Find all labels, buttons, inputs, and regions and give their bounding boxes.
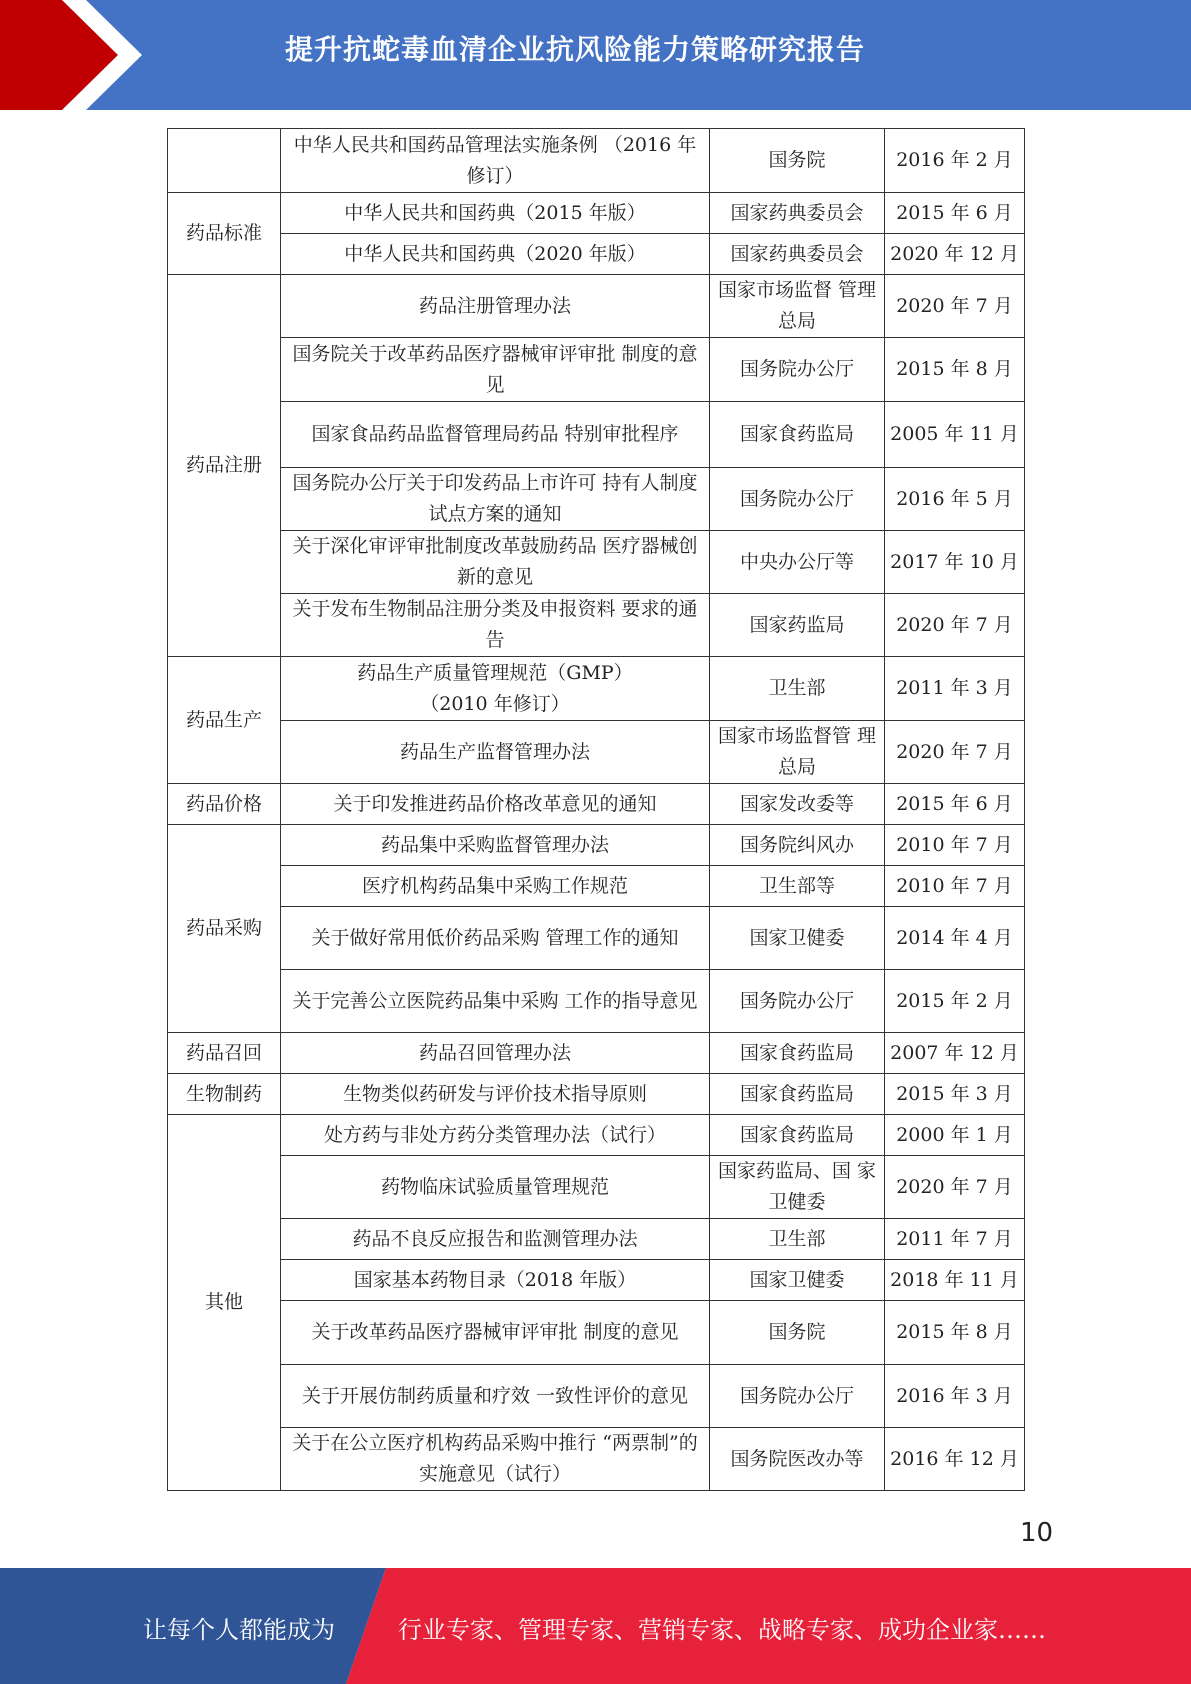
table-row xyxy=(168,234,1025,275)
regulation-name-line: （2010 年修订） xyxy=(420,692,570,715)
table-row xyxy=(168,275,1025,338)
footer-slogan-left: 让每个人都能成为 xyxy=(143,1616,335,1644)
date-cell: 2015 年 8 月 xyxy=(885,338,1025,402)
date-cell: 2020 年 12 月 xyxy=(885,234,1025,275)
regulation-name-cell: 药品召回管理办法 xyxy=(281,1033,710,1074)
category-cell: 药品标准 xyxy=(168,193,281,275)
date-cell: 2016 年 12 月 xyxy=(885,1428,1025,1491)
table-row xyxy=(168,784,1025,825)
regulation-name-cell: 处方药与非处方药分类管理办法（试行） xyxy=(281,1115,710,1156)
issuer-cell: 国家卫健委 xyxy=(710,1260,885,1301)
date-cell: 2015 年 8 月 xyxy=(885,1301,1025,1365)
date-cell: 2015 年 6 月 xyxy=(885,193,1025,234)
table-row xyxy=(168,338,1025,402)
table-row xyxy=(168,193,1025,234)
regulation-name-cell: 关于开展仿制药质量和疗效 一致性评价的意见 xyxy=(281,1365,710,1428)
date-cell: 2020 年 7 月 xyxy=(885,275,1025,338)
issuer-cell: 国家市场监督管 理总局 xyxy=(710,721,885,784)
issuer-cell: 国家药监局 xyxy=(710,594,885,657)
category-cell: 其他 xyxy=(168,1115,281,1491)
regulation-name-cell: 关于完善公立医院药品集中采购 工作的指导意见 xyxy=(281,970,710,1033)
category-cell: 药品注册 xyxy=(168,275,281,657)
regulation-name-cell: 中华人民共和国药典（2015 年版） xyxy=(281,193,710,234)
table-row xyxy=(168,866,1025,907)
issuer-cell: 卫生部 xyxy=(710,1219,885,1260)
table-row xyxy=(168,129,1025,193)
table-row xyxy=(168,1365,1025,1428)
issuer-cell: 国家药典委员会 xyxy=(710,193,885,234)
date-cell: 2014 年 4 月 xyxy=(885,907,1025,970)
regulation-name-cell: 药品不良反应报告和监测管理办法 xyxy=(281,1219,710,1260)
category-cell: 药品生产 xyxy=(168,657,281,784)
regulation-name-cell: 关于印发推进药品价格改革意见的通知 xyxy=(281,784,710,825)
table-row xyxy=(168,1428,1025,1491)
issuer-cell: 国务院纠风办 xyxy=(710,825,885,866)
regulation-name-cell: 关于发布生物制品注册分类及申报资料 要求的通告 xyxy=(281,594,710,657)
category-cell: 药品价格 xyxy=(168,784,281,825)
category-cell: 生物制药 xyxy=(168,1074,281,1115)
regulation-name-cell: 药物临床试验质量管理规范 xyxy=(281,1156,710,1219)
date-cell: 2011 年 3 月 xyxy=(885,657,1025,721)
category-cell: 药品采购 xyxy=(168,825,281,1033)
issuer-cell: 国务院办公厅 xyxy=(710,468,885,531)
issuer-cell: 国务院 xyxy=(710,129,885,193)
date-cell: 2020 年 7 月 xyxy=(885,1156,1025,1219)
table-row xyxy=(168,531,1025,594)
header-arrow-icon xyxy=(0,0,160,110)
report-title: 提升抗蛇毒血清企业抗风险能力策略研究报告 xyxy=(285,33,866,66)
table-row xyxy=(168,970,1025,1033)
regulation-name-cell: 国家基本药物目录（2018 年版） xyxy=(281,1260,710,1301)
issuer-cell: 国务院 xyxy=(710,1301,885,1365)
issuer-cell: 国务院办公厅 xyxy=(710,338,885,402)
issuer-cell: 国家食药监局 xyxy=(710,402,885,468)
regulation-name-cell: 中华人民共和国药品管理法实施条例 （2016 年修订） xyxy=(281,129,710,193)
issuer-cell: 国家食药监局 xyxy=(710,1074,885,1115)
date-cell: 2016 年 3 月 xyxy=(885,1365,1025,1428)
table-row xyxy=(168,594,1025,657)
regulation-name-cell: 关于在公立医疗机构药品采购中推行 “两票制”的实施意见（试行） xyxy=(281,1428,710,1491)
regulation-name-line: 药品生产质量管理规范（GMP） xyxy=(357,661,633,684)
issuer-cell: 国家卫健委 xyxy=(710,907,885,970)
table-row xyxy=(168,1260,1025,1301)
date-cell: 2011 年 7 月 xyxy=(885,1219,1025,1260)
issuer-cell: 卫生部 xyxy=(710,657,885,721)
date-cell: 2015 年 2 月 xyxy=(885,970,1025,1033)
issuer-cell: 国家食药监局 xyxy=(710,1033,885,1074)
table-row xyxy=(168,825,1025,866)
date-cell: 2016 年 2 月 xyxy=(885,129,1025,193)
table-row xyxy=(168,1156,1025,1219)
issuer-cell: 国家发改委等 xyxy=(710,784,885,825)
date-cell: 2017 年 10 月 xyxy=(885,531,1025,594)
regulation-name-cell: 国务院办公厅关于印发药品上市许可 持有人制度试点方案的通知 xyxy=(281,468,710,531)
table-row xyxy=(168,657,1025,721)
regulation-name-cell: 医疗机构药品集中采购工作规范 xyxy=(281,866,710,907)
date-cell: 2015 年 6 月 xyxy=(885,784,1025,825)
table-row xyxy=(168,1033,1025,1074)
regulation-name-cell: 关于深化审评审批制度改革鼓励药品 医疗器械创新的意见 xyxy=(281,531,710,594)
table-row xyxy=(168,1115,1025,1156)
date-cell: 2020 年 7 月 xyxy=(885,594,1025,657)
category-cell: 药品召回 xyxy=(168,1033,281,1074)
date-cell: 2005 年 11 月 xyxy=(885,402,1025,468)
table-row xyxy=(168,468,1025,531)
date-cell: 2007 年 12 月 xyxy=(885,1033,1025,1074)
regulation-name-cell: 关于做好常用低价药品采购 管理工作的通知 xyxy=(281,907,710,970)
issuer-cell: 国务院办公厅 xyxy=(710,970,885,1033)
regulation-name-cell: 国家食品药品监督管理局药品 特别审批程序 xyxy=(281,402,710,468)
table-row xyxy=(168,907,1025,970)
page-header xyxy=(0,0,1191,110)
footer-slogan-right: 行业专家、管理专家、营销专家、战略专家、成功企业家…… xyxy=(398,1616,1046,1644)
date-cell: 2015 年 3 月 xyxy=(885,1074,1025,1115)
issuer-cell: 国家药监局、国 家卫健委 xyxy=(710,1156,885,1219)
table-row xyxy=(168,1074,1025,1115)
regulation-name-cell: 生物类似药研发与评价技术指导原则 xyxy=(281,1074,710,1115)
date-cell: 2000 年 1 月 xyxy=(885,1115,1025,1156)
regulation-name-cell: 药品集中采购监督管理办法 xyxy=(281,825,710,866)
date-cell: 2020 年 7 月 xyxy=(885,721,1025,784)
page-number: 10 xyxy=(1020,1518,1054,1548)
table-row xyxy=(168,1219,1025,1260)
issuer-cell: 国务院办公厅 xyxy=(710,1365,885,1428)
date-cell: 2010 年 7 月 xyxy=(885,866,1025,907)
issuer-cell: 国务院医改办等 xyxy=(710,1428,885,1491)
table-row xyxy=(168,1301,1025,1365)
table-row xyxy=(168,721,1025,784)
regulations-table xyxy=(167,128,1025,1491)
table-row xyxy=(168,402,1025,468)
issuer-cell: 中央办公厅等 xyxy=(710,531,885,594)
regulation-name-cell: 中华人民共和国药典（2020 年版） xyxy=(281,234,710,275)
regulation-name-cell: 国务院关于改革药品医疗器械审评审批 制度的意见 xyxy=(281,338,710,402)
issuer-cell: 国家药典委员会 xyxy=(710,234,885,275)
date-cell: 2018 年 11 月 xyxy=(885,1260,1025,1301)
issuer-cell: 国家食药监局 xyxy=(710,1115,885,1156)
regulation-name-cell xyxy=(281,657,710,721)
date-cell: 2016 年 5 月 xyxy=(885,468,1025,531)
category-cell xyxy=(168,129,281,193)
date-cell: 2010 年 7 月 xyxy=(885,825,1025,866)
regulation-name-cell: 药品注册管理办法 xyxy=(281,275,710,338)
regulation-name-cell: 药品生产监督管理办法 xyxy=(281,721,710,784)
issuer-cell: 国家市场监督 管理总局 xyxy=(710,275,885,338)
issuer-cell: 卫生部等 xyxy=(710,866,885,907)
regulation-name-cell: 关于改革药品医疗器械审评审批 制度的意见 xyxy=(281,1301,710,1365)
